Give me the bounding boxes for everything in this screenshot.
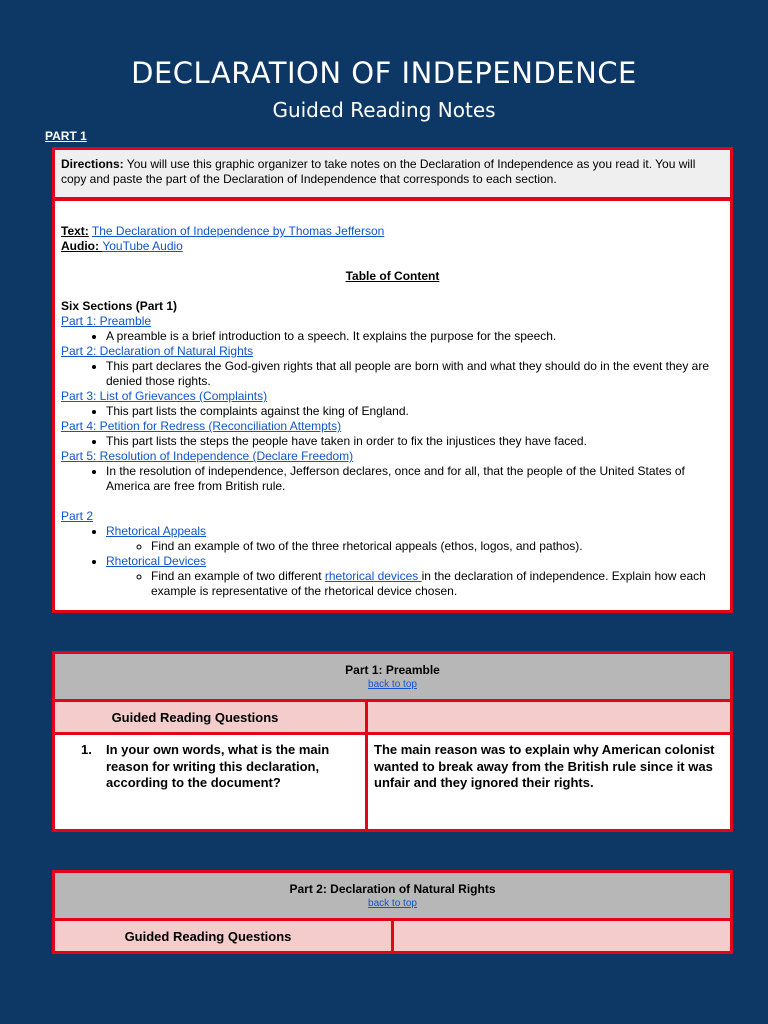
- toc-part: [61, 419, 724, 449]
- text-link[interactable]: The Declaration of Independence by Thomas Jefferson: [91, 224, 385, 238]
- toc-part-desc: • This part declares the God-given rights that all people are born with and what they should do in the event they are denied those rights.: [106, 359, 724, 389]
- toc-box: [52, 198, 733, 613]
- audio-label: Audio:: [61, 239, 103, 253]
- page-subtitle: Guided Reading Notes: [272, 98, 496, 122]
- directions-label: Directions:: [61, 157, 124, 171]
- part1-back-to-top-link[interactable]: back to top: [368, 679, 417, 690]
- toc-part-link-1[interactable]: Part 1: Preamble: [61, 314, 152, 328]
- part1-title: Part 1: Preamble: [345, 663, 440, 677]
- part1-col-header-empty: [365, 699, 733, 735]
- rhetorical-appeals-link[interactable]: Rhetorical Appeals: [106, 524, 207, 538]
- part1-question-cell: [52, 732, 368, 832]
- devices-desc-pre: Find an example of two different: [151, 569, 325, 583]
- rhetorical-appeals-desc: ◦ Find an example of two of the three rhetorical appeals (ethos, logos, and pathos).: [151, 539, 724, 554]
- rhetorical-devices-desc: [151, 569, 724, 599]
- part2-link[interactable]: Part 2: [61, 509, 94, 523]
- text-label: Text:: [61, 224, 89, 238]
- part1-header: [52, 651, 733, 702]
- part2-col-header-cell: [52, 918, 394, 954]
- rhetorical-devices-inline-link[interactable]: rhetorical devices: [324, 569, 422, 583]
- part1-answer-cell[interactable]: [365, 732, 733, 832]
- part2-col-header-empty: [391, 918, 733, 954]
- part2-back-to-top-link[interactable]: back to top: [368, 898, 417, 909]
- toc-part: [61, 344, 724, 389]
- answer-text: The main reason was to explain why American colonist wanted to break away from the British rule since it was unfair and they ignored their rights.: [374, 742, 715, 790]
- part2-col-header: Guided Reading Questions: [124, 929, 292, 944]
- toc-heading: Table of Content: [345, 269, 440, 283]
- part2-title: Part 2: Declaration of Natural Rights: [289, 882, 496, 896]
- toc-part-desc: • This part lists the steps the people have taken in order to fix the injustices they have faced.: [106, 434, 724, 449]
- directions-text: You will use this graphic organizer to take notes on the Declaration of Independence as you read it. You will copy and paste the part of the Declaration of Independence that corresponds to each section.: [61, 157, 696, 186]
- directions-box: [52, 147, 733, 200]
- toc-part: [61, 449, 724, 494]
- question-text: In your own words, what is the main reason for writing this declaration, according to the document?: [106, 742, 330, 790]
- part1-col-header: Guided Reading Questions: [111, 710, 279, 725]
- rhetorical-devices-link[interactable]: Rhetorical Devices: [106, 554, 207, 568]
- toc-part-link-5[interactable]: Part 5: Resolution of Independence (Declare Freedom): [61, 449, 354, 463]
- toc-part-desc: • A preamble is a brief introduction to a speech. It explains the purpose for the speech.: [106, 329, 724, 344]
- part2-header: [52, 870, 733, 921]
- audio-link[interactable]: YouTube Audio: [102, 239, 183, 253]
- toc-part-desc: • In the resolution of independence, Jefferson declares, once and for all, that the people of the United States of America are free from British rule.: [106, 464, 724, 494]
- part-label: PART 1: [45, 129, 87, 143]
- question-number: 1.: [81, 742, 92, 757]
- toc-part-link-3[interactable]: Part 3: List of Grievances (Complaints): [61, 389, 268, 403]
- page-title: DECLARATION OF INDEPENDENCE: [131, 56, 637, 90]
- toc-part: [61, 314, 724, 344]
- part1-col-header-cell: [52, 699, 368, 735]
- toc-part-link-2[interactable]: Part 2: Declaration of Natural Rights: [61, 344, 254, 358]
- devices-desc-post: in the declaration of independence. Explain how each example is representative of the rhetorical device chosen.: [151, 569, 706, 598]
- toc-part-link-4[interactable]: Part 4: Petition for Redress (Reconciliation Attempts): [61, 419, 342, 433]
- toc-part-desc: • This part lists the complaints against the king of England.: [106, 404, 724, 419]
- toc-part: [61, 389, 724, 419]
- sections-heading: Six Sections (Part 1): [61, 299, 178, 313]
